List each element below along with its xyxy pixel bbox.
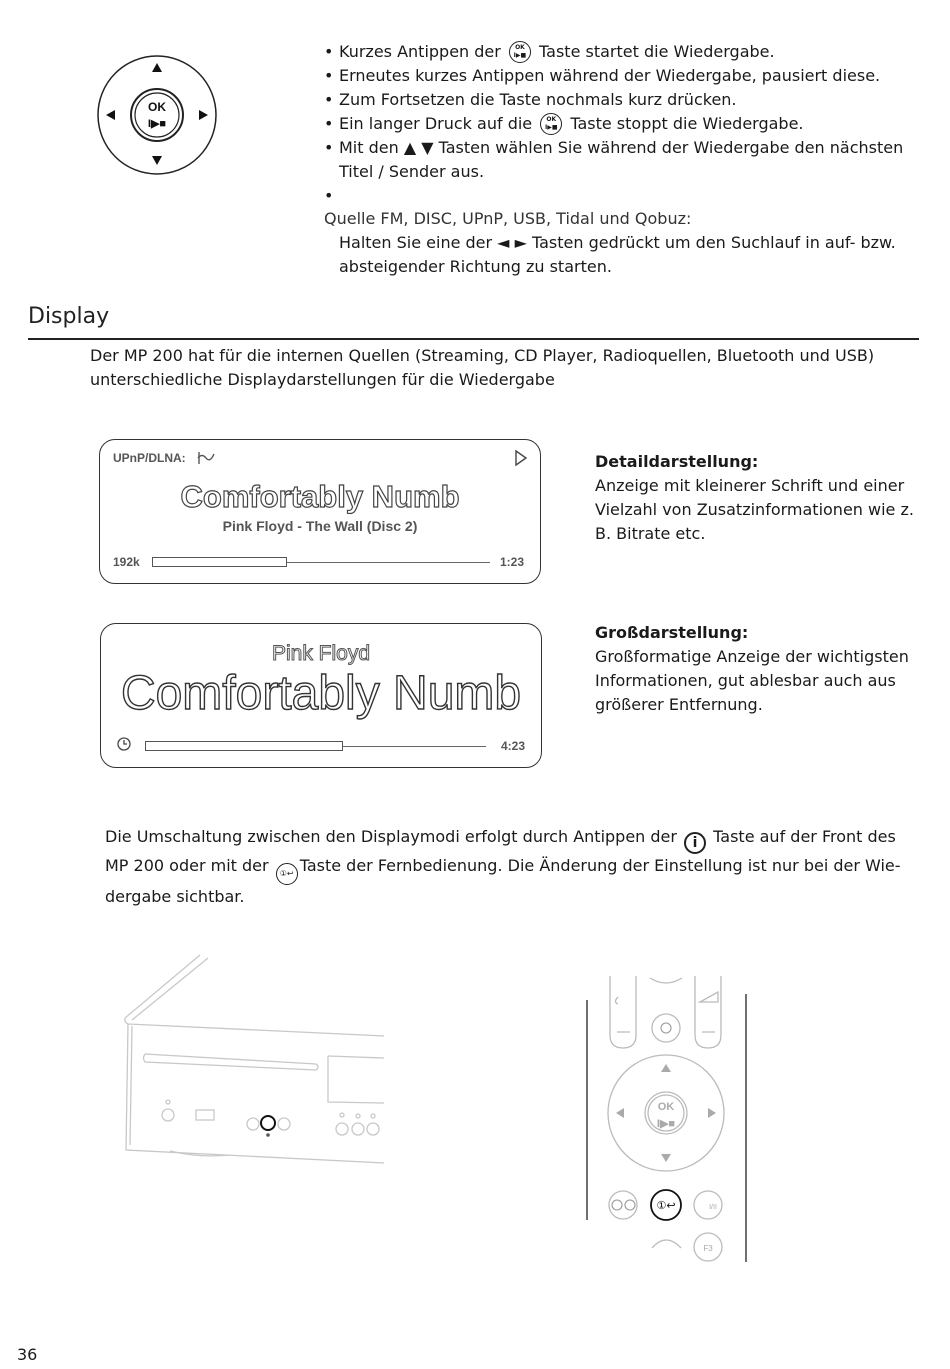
progress-track bbox=[287, 562, 490, 563]
page-number: 36 bbox=[17, 1345, 38, 1364]
intro-paragraph: Der MP 200 hat für die internen Quellen (Streaming, CD Player, Radioquellen, Bluetooth und USB) unterschiedliche Displaydarstellungen für die Wiedergabe bbox=[90, 346, 875, 389]
list-item: • Zum Fortsetzen die Taste nochmals kurz drücken. bbox=[324, 88, 924, 112]
play-icon bbox=[514, 449, 528, 467]
detail-description: Detaildarstellung: Anzeige mit kleinerer Schrift und einer Vielzahl von Zusatzinformationen wie z. B. Bitrate etc. bbox=[595, 452, 914, 543]
progress-bar bbox=[152, 557, 287, 567]
clock-icon bbox=[116, 736, 132, 752]
svg-text:I/II: I/II bbox=[709, 1204, 717, 1211]
track-title: Comfortably Numb bbox=[180, 479, 460, 514]
large-display-illustration bbox=[100, 623, 542, 768]
ok-play-button-icon: OK I▶■ bbox=[509, 41, 531, 63]
info-icon: i bbox=[684, 832, 706, 854]
svg-text:I▶■: I▶■ bbox=[147, 118, 167, 130]
list-item: • Erneutes kurzes Antippen während der Wiedergabe, pausiert diese. bbox=[324, 64, 924, 88]
seek-instructions: Halten Sie eine der ◄ ► Tasten gedrückt um den Suchlauf in auf- bzw. absteigender Richtung zu starten. bbox=[339, 233, 896, 276]
info-button-highlight bbox=[261, 1116, 275, 1130]
large-description: Großdarstellung: Großformatige Anzeige der wichtigsten Informationen, gut ablesbar auch aus größerer Entfernung. bbox=[595, 623, 909, 714]
progress-track bbox=[343, 746, 486, 747]
elapsed-time: 4:23 bbox=[500, 739, 525, 753]
svg-text:OK: OK bbox=[657, 1101, 675, 1113]
playback-instructions-list bbox=[324, 40, 924, 208]
remote-control-illustration bbox=[580, 970, 755, 1270]
switch-paragraph: Die Umschaltung zwischen den Displaymodi erfolgt durch Antippen der i Taste auf der Front des MP 200 oder mit der ①↩ Taste der Fernbedienung. Die Änderung der Einstellung ist nur bei der Wie- dergabe sichtbar. bbox=[105, 827, 901, 906]
detail-display-illustration bbox=[99, 439, 541, 584]
section-divider bbox=[28, 338, 919, 340]
source-line: Quelle FM, DISC, UPnP, USB, Tidal und Qobuz: bbox=[324, 209, 692, 228]
artist-name: Pink Floyd bbox=[271, 642, 371, 665]
navigation-pad-illustration bbox=[96, 54, 218, 176]
elapsed-time: 1:23 bbox=[499, 555, 524, 569]
display-mode-remote-icon: ①↩ bbox=[276, 863, 298, 885]
network-icon bbox=[196, 450, 216, 466]
device-front-illustration bbox=[110, 950, 390, 1170]
svg-text:F3: F3 bbox=[703, 1244, 713, 1253]
bitrate-label: 192k bbox=[113, 555, 140, 569]
list-item bbox=[324, 184, 924, 208]
section-title: Display bbox=[28, 304, 110, 329]
source-label: UPnP/DLNA: bbox=[113, 451, 186, 465]
list-item: • Ein langer Druck auf die OK I▶■ Taste stoppt die Wiedergabe. bbox=[324, 112, 924, 136]
svg-text:①↩: ①↩ bbox=[656, 1199, 676, 1212]
track-title: Comfortably Numb bbox=[120, 667, 522, 720]
svg-text:I▶■: I▶■ bbox=[656, 1118, 676, 1130]
ok-play-button-icon: OK I▶■ bbox=[540, 113, 562, 135]
list-item: • Kurzes Antippen der OK I▶■ Taste startet die Wiedergabe. bbox=[324, 40, 924, 64]
progress-bar bbox=[145, 741, 343, 751]
track-subtitle: Pink Floyd - The Wall (Disc 2) bbox=[222, 518, 418, 534]
list-item: • Mit den ▲ ▼ Tasten wählen Sie während der Wiedergabe den nächsten Titel / Sender aus. bbox=[324, 136, 924, 184]
svg-text:OK: OK bbox=[148, 100, 166, 114]
